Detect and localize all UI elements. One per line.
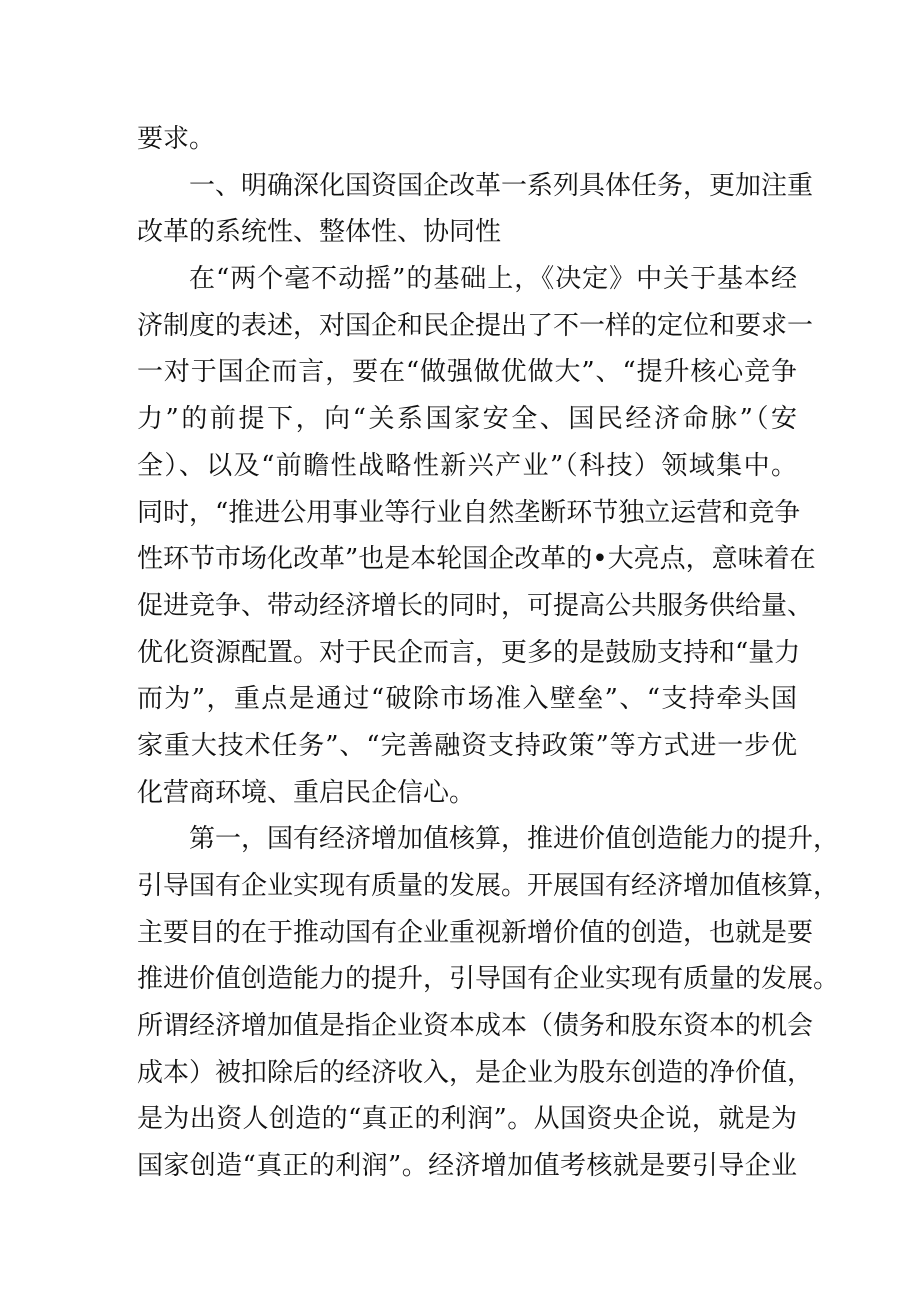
text-line: 一、明确深化国资国企改革一系列具体任务，更加注重 — [189, 170, 814, 201]
text-line: 改革的系统性、整体性、协同性 — [137, 217, 502, 248]
text-line: 全）、以及“前瞻性战略性新兴产业”（科技）领域集中。 — [137, 450, 797, 481]
text-line: 推进价值创造能力的提升，引导国有企业实现有质量的发展。 — [137, 964, 840, 995]
text-line: 性环节市场化改革”也是本轮国企改革的•大亮点，意味着在 — [137, 544, 816, 575]
text-line: 家重大技术任务”、“完善融资支持政策”等方式进一步优 — [137, 730, 797, 761]
text-line: 促进竞争、带动经济增长的同时，可提高公共服务供给量、 — [137, 590, 814, 621]
text-line: 力”的前提下，向“关系国家安全、国民经济命脉”（安 — [137, 404, 797, 435]
text-line: 国家创造“真正的利润”。经济增加值考核就是要引导企业 — [137, 1151, 797, 1182]
document-body — [137, 116, 840, 1190]
text-line: 同时，“推进公用事业等行业自然垄断环节独立运营和竞争 — [137, 497, 801, 528]
text-line: 所谓经济增加值是指企业资本成本（债务和股东资本的机会 — [137, 1011, 814, 1042]
text-line: 主要目的在于推动国有企业重视新增价值的创造，也就是要 — [137, 917, 814, 948]
text-line: 第一，国有经济增加值核算，推进价值创造能力的提升， — [189, 824, 840, 855]
text-line: 成本）被扣除后的经济收入，是企业为股东创造的净价值， — [137, 1057, 814, 1088]
text-line: 优化资源配置。对于民企而言，更多的是鼓励支持和“量力 — [137, 637, 801, 668]
text-line: 济制度的表述，对国企和民企提出了不一样的定位和要求一 — [137, 310, 814, 341]
text-line: 化营商环境、重启民企信心。 — [137, 777, 476, 808]
text-line: 一对于国企而言，要在“做强做优做大”、“提升核心竞争 — [137, 357, 797, 388]
text-line: 而为”，重点是通过“破除市场准入壁垒”、“支持牵头国 — [137, 684, 797, 715]
text-line: 在“两个毫不动摇”的基础上，《决定》中关于基本经 — [189, 264, 797, 295]
text-line: 引导国有企业实现有质量的发展。开展国有经济增加值核算， — [137, 871, 840, 901]
text-line: 要求。 — [137, 124, 216, 154]
text-line: 是为出资人创造的“真正的利润”。从国资央企说，就是为 — [137, 1104, 797, 1135]
